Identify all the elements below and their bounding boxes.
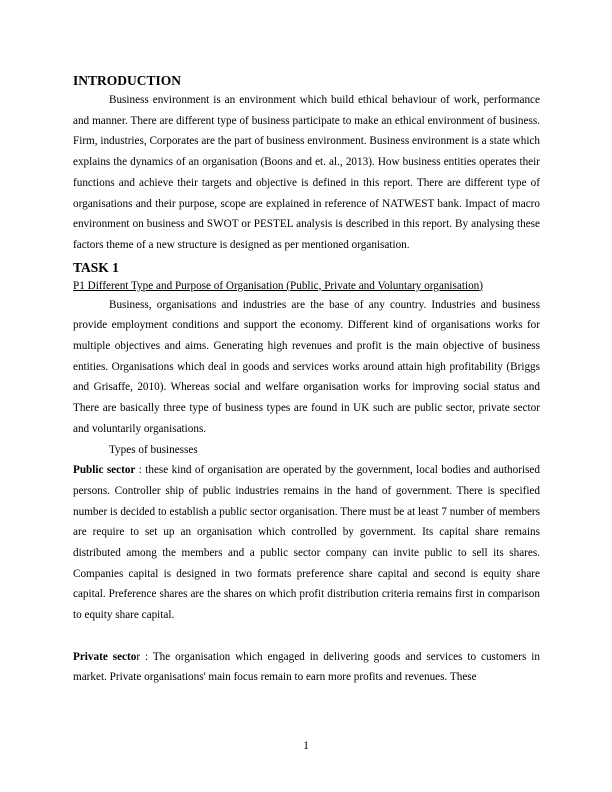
types-of-businesses-label: Types of businesses bbox=[109, 443, 198, 456]
private-sector-term-tail: r bbox=[136, 650, 141, 663]
private-sector-term: Private secto bbox=[73, 650, 137, 663]
page-number: 1 bbox=[303, 740, 309, 752]
public-sector-paragraph bbox=[73, 460, 540, 626]
introduction-heading: INTRODUCTION bbox=[73, 73, 182, 88]
page-content bbox=[73, 72, 540, 688]
public-sector-term: Public sector bbox=[73, 464, 136, 477]
private-sector-text: : The organisation which engaged in delivering goods and services to customers in market. Private organisations' main focus remain to earn more profits and revenues. These bbox=[73, 650, 540, 684]
paragraph-gap bbox=[73, 626, 540, 647]
task-1-paragraph: Business, organisations and industries are the base of any country. Industries and business provide employment conditions and support the economy. Different kind of organisations works for multiple objectives and aims. Generating high revenues and profit is the main objective of business entities. Organisations which deal in goods and services works around attain high profitability (Briggs and Grisaffe, 2010). Whereas social and welfare organisation works for improving social status and There are basically three type of business types are found in UK such are public sector, private sector and voluntarily organisations. bbox=[73, 298, 540, 435]
p1-subheading: P1 Different Type and Purpose of Organisation (Public, Private and Voluntary organisation) bbox=[73, 279, 483, 292]
public-sector-text: : these kind of organisation are operated by the government, local bodies and authorised persons. Controller ship of public industries remains in the hand of government. There is specified number is decided to establish a public sector organisation. There must be at least 7 number of members are require to set up an organisation which controlled by government. Its capital share remains distributed among the members and a public sector company can invite public to sell its shares. Companies capital is designed in two formats preference share capital and second is equity share capital. Preference shares are the shares on which profit distribution criteria remains first in comparison to equity share capital. bbox=[73, 464, 540, 622]
private-sector-paragraph bbox=[73, 647, 540, 688]
task-1-heading: TASK 1 bbox=[73, 259, 119, 275]
introduction-paragraph: Business environment is an environment which build ethical behaviour of work, performance and manner. There are different type of business participate to make an ethical environment of business. Firm, industries, Corporates are the part of business environment. Business environment is a state which explains the dynamics of an organisation (Boons and et. al., 2013). How business entities operates their functions and achieve their targets and objective is defined in this report. There are different type of organisations and their purpose, scope are explained in reference of NATWEST bank. Impact of macro environment on business and SWOT or PESTEL analysis is described in this report. By analysing these factors theme of a new structure is designed as per mentioned organisation. bbox=[73, 94, 540, 251]
